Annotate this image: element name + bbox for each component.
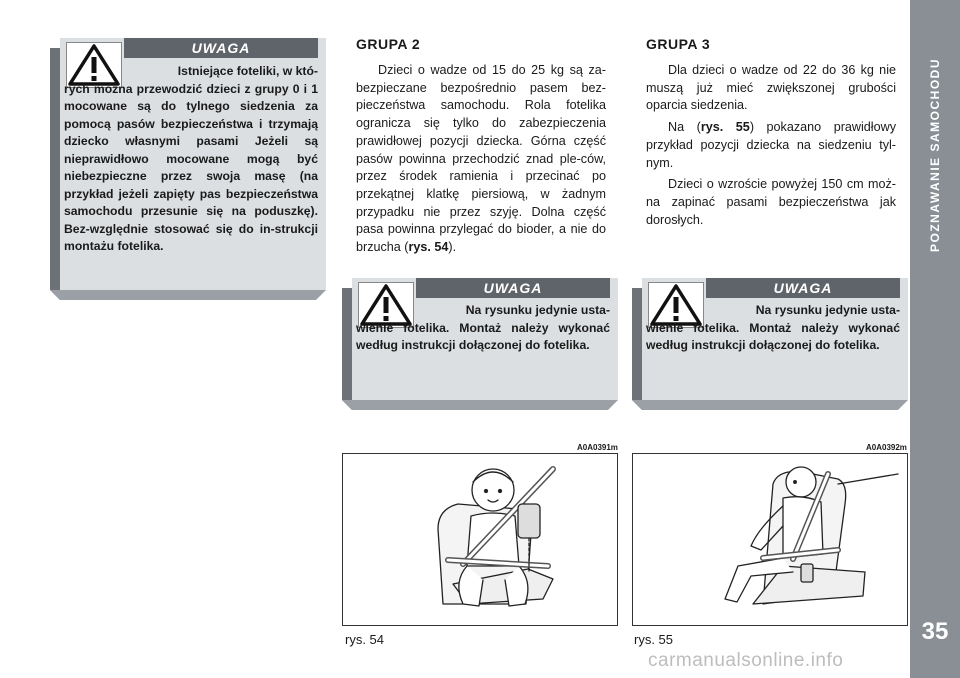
figure-code: A0A0391m: [577, 443, 618, 452]
warning-header: UWAGA: [124, 38, 318, 58]
group3-title: GRUPA 3: [646, 36, 711, 52]
figure-reference: rys. 54: [408, 240, 449, 255]
watermark: carmanualsonline.info: [648, 650, 844, 671]
warning-text: Na rysunku jedynie usta- wienie fotelika. Montaż należy wykonać według instrukcji dołączonej do fotelika.: [356, 303, 610, 352]
warning-box-right: [632, 278, 908, 410]
section-title: POZNAWANIE SAMOCHODU: [928, 57, 942, 252]
warning-box-left: [50, 38, 326, 300]
warning-header: UWAGA: [416, 278, 610, 298]
warning-box-middle: [342, 278, 618, 410]
group3-paragraph-2: Na (rys. 55) pokazano prawidłowy przykład pozycji dziecka na siedzeniu tyl-nym.: [646, 120, 897, 170]
group2-text: Dzieci o wadze od 15 do 25 kg są za-bezpieczane bezpośrednio pasem bez-pieczeństwa samochodu. Rola fotelika ogranicza się tylko do zabezpieczenia prawidłowej pozycji dziecka. Górna część pasów powinna przechodzić znad ple-ców, przez środek ramienia i przecinać po przekątnej klatkę piersiową, w żadnym przypadku nie przez szyję. Dolna część pasa powinna przylegać do bioder, a nie do brzucha (rys. 54).: [356, 63, 606, 255]
figure-caption: rys. 55: [634, 632, 674, 647]
section-sidebar: [910, 0, 960, 678]
group3-paragraph-3: Dzieci o wzroście powyżej 150 cm moż-na zapinać pasami bezpieczeństwa jak dorosłych.: [646, 177, 896, 227]
figure-caption: rys. 54: [345, 632, 385, 647]
warning-text: Istniejące foteliki, w któ- rych można przewodzić dzieci z grupy 0 i 1 mocowane są do tylnego siedzenia za pomocą pasów bezpieczeństwa i trzymają dziecko własnymi pasami Jeżeli są nieprawidłowo mocowane mogą być niebezpieczne przez swoja masę (na przykład jeżeli zapięty pas bezpieczeństwa samochodu przesunie się na poduszkę). Bez-względnie stosować się do in-strukcji montażu fotelika.: [64, 64, 318, 253]
page-number: 35: [921, 618, 949, 645]
figure-55-child-seatbelt: [632, 453, 908, 626]
group3-section: [646, 36, 896, 229]
warning-header: UWAGA: [706, 278, 900, 298]
warning-text: Na rysunku jedynie usta- wienie fotelika. Montaż należy wykonać według instrukcji dołączonej do fotelika.: [646, 303, 900, 352]
group3-paragraph-1: Dla dzieci o wadze od 22 do 36 kg nie muszą już mieć zwiększonej grubości oparcia siedzenia.: [646, 63, 896, 113]
group2-section: [356, 36, 606, 257]
group2-title: GRUPA 2: [356, 36, 421, 52]
figure-code: A0A0392m: [866, 443, 907, 452]
figure-54-child-booster-seat: [342, 453, 618, 626]
figure-reference: rys. 55: [700, 120, 750, 135]
